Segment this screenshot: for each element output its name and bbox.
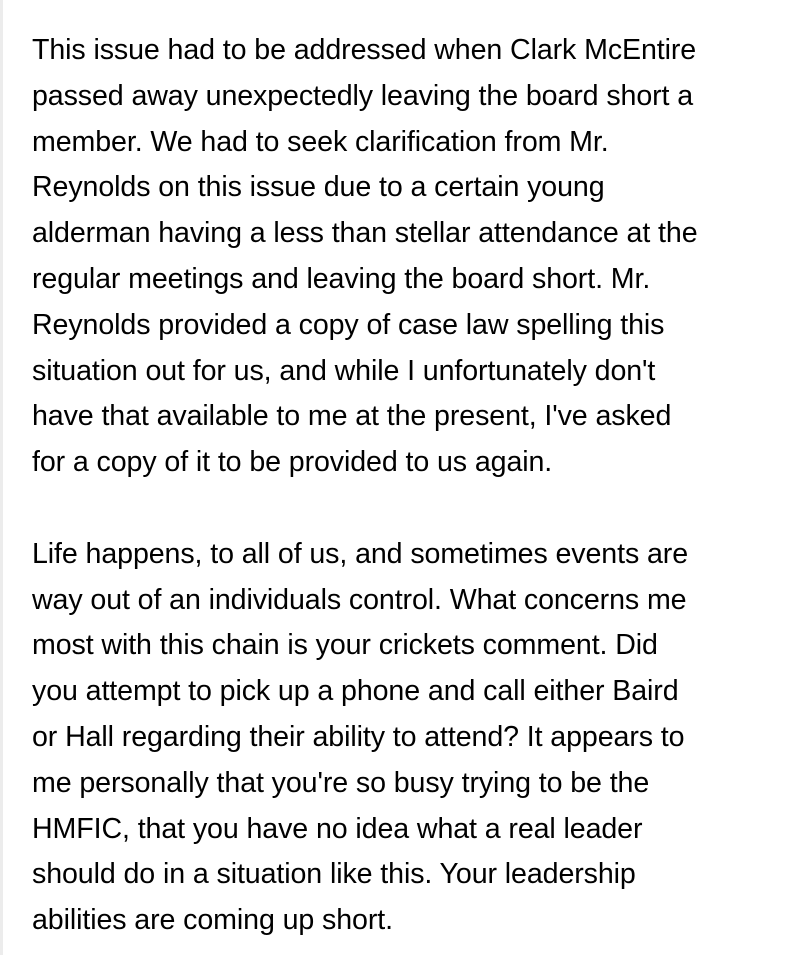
text-line: This issue had to be addressed when Clark McEntire	[32, 34, 697, 66]
message-body	[32, 28, 787, 944]
text-line: Reynolds provided a copy of case law spelling this	[32, 308, 665, 341]
text-line: HMFIC, that you have no idea what a real leader	[32, 812, 643, 845]
left-edge-divider	[0, 0, 3, 955]
text-line: Life happens, to all of us, and sometimes events are	[32, 537, 689, 570]
paragraph-spacer	[32, 486, 787, 532]
text-line: situation out for us, and while I unfortunately don't	[32, 354, 656, 387]
text-line: alderman having a less than stellar attendance at the	[32, 217, 698, 250]
text-line: you attempt to pick up a phone and call either Baird	[32, 675, 679, 708]
text-line: way out of an individuals control. What concerns me	[32, 583, 687, 616]
message-paragraph-2	[32, 532, 787, 944]
text-line: or Hall regarding their ability to attend? It appears to	[32, 720, 685, 753]
text-line: me personally that you're so busy trying to be the	[32, 766, 650, 799]
text-line: passed away unexpectedly leaving the board short a	[32, 79, 694, 112]
text-line: for a copy of it to be provided to us again.	[32, 446, 553, 479]
text-line: member. We had to seek clarification from Mr.	[32, 125, 609, 158]
text-line: have that available to me at the present, I've asked	[32, 400, 672, 433]
text-line: Reynolds on this issue due to a certain young	[32, 171, 605, 204]
text-line: regular meetings and leaving the board short. Mr.	[32, 262, 651, 295]
text-line: should do in a situation like this. Your leadership	[32, 858, 636, 891]
message-paragraph-1	[32, 28, 787, 486]
text-line: abilities are coming up short.	[32, 904, 393, 937]
text-line: most with this chain is your crickets comment. Did	[32, 629, 658, 662]
